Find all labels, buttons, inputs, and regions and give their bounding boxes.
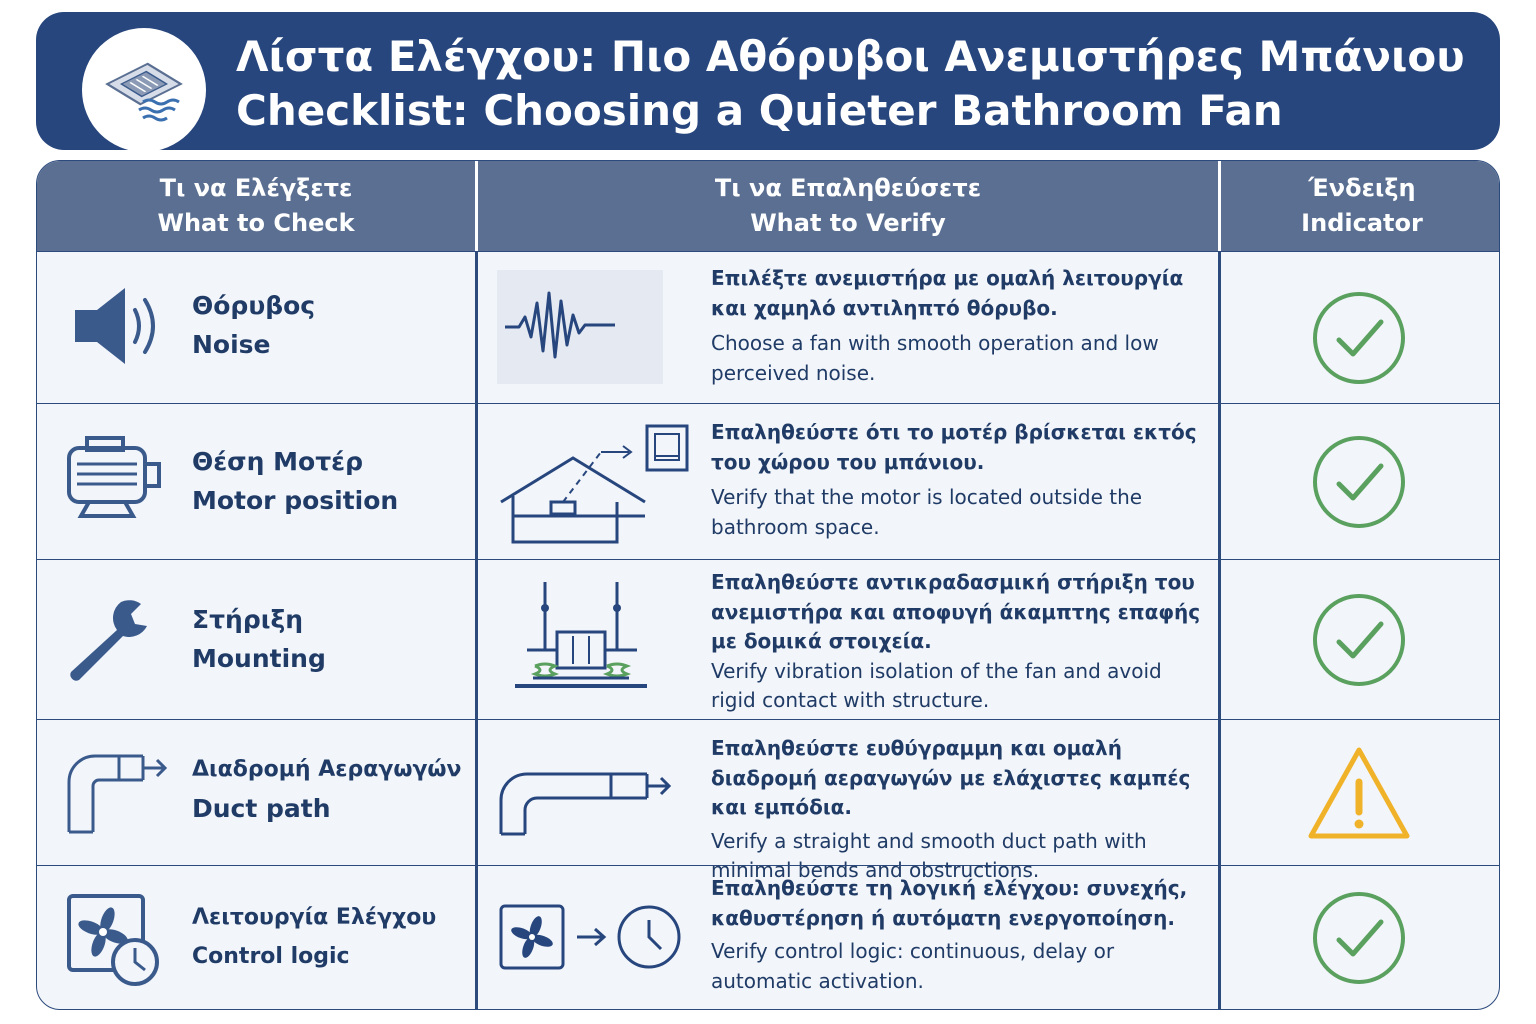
checklist-table bbox=[36, 160, 1500, 1010]
motor-icon bbox=[63, 434, 167, 524]
row-description: Επιλέξτε ανεμιστήρα με ομαλή λειτουργία και χαμηλό αντιληπτό θόρυβο. Choose a fan with smooth operation and low perceived noise. bbox=[711, 266, 1184, 385]
table-row bbox=[37, 865, 1500, 1010]
warning-icon bbox=[1299, 732, 1419, 852]
title-greek: Λίστα Ελέγχου: Πιο Αθόρυβοι Ανεμιστήρες Μπάνιου bbox=[236, 32, 1465, 81]
row-label: Θέση Μοτέρ Motor position bbox=[192, 447, 399, 515]
straight-duct-icon bbox=[497, 762, 677, 836]
row-label: Θόρυβος Noise bbox=[192, 291, 316, 359]
table-row bbox=[37, 559, 1500, 719]
vibration-mount-icon bbox=[497, 578, 697, 702]
row-description: Επαληθεύστε τη λογική ελέγχου: συνεχής, καθυστέρηση ή αυτόματη ενεργοποίηση. Verify control logic: continuous, delay or automatic activation. bbox=[711, 876, 1188, 993]
logo bbox=[82, 28, 206, 152]
check-circle-icon bbox=[1299, 278, 1419, 398]
wrench-icon bbox=[63, 592, 163, 682]
duct-elbow-icon bbox=[63, 750, 173, 834]
table-row bbox=[37, 251, 1500, 403]
title-english: Checklist: Choosing a Quieter Bathroom Fan bbox=[236, 86, 1283, 135]
title-banner bbox=[36, 12, 1500, 150]
table-row bbox=[37, 719, 1500, 882]
fan-to-clock-icon bbox=[497, 900, 687, 980]
speaker-icon bbox=[63, 286, 163, 366]
table-row bbox=[37, 403, 1500, 559]
check-circle-icon bbox=[1299, 878, 1419, 998]
header-divider bbox=[1218, 161, 1221, 251]
column-header-verify: Τι να Επαληθεύσετε What to Verify bbox=[478, 161, 1218, 251]
row-label: Λειτουργία Ελέγχου Control logic bbox=[192, 905, 437, 969]
check-circle-icon bbox=[1299, 422, 1419, 542]
row-description: Επαληθεύστε ότι το μοτέρ βρίσκεται εκτός του χώρου του μπάνιου. Verify that the motor is located outside the bathroom space. bbox=[711, 420, 1197, 539]
sound-wave-icon bbox=[497, 270, 663, 384]
row-label: Στήριξη Mounting bbox=[192, 605, 326, 673]
header-divider bbox=[475, 161, 478, 251]
check-circle-icon bbox=[1299, 580, 1419, 700]
column-header-check: Τι να Ελέγξετε What to Check bbox=[37, 161, 475, 251]
fan-timer-icon bbox=[63, 892, 163, 988]
row-label: Διαδρομή Αεραγωγών Duct path bbox=[192, 757, 462, 823]
column-header-indicator: Ένδειξη Indicator bbox=[1221, 161, 1500, 251]
page-title bbox=[236, 30, 1465, 138]
row-description: Επαληθεύστε αντικραδασμική στήριξη του ανεμιστήρα και αποφυγή άκαμπτης επαφής με δομικά στοιχεία. Verify vibration isolation of the fan and avoid rigid contact with structure. bbox=[711, 570, 1201, 712]
ceiling-fan-vent-icon bbox=[99, 50, 189, 130]
house-remote-motor-icon bbox=[497, 420, 717, 546]
row-description: Επαληθεύστε ευθύγραμμη και ομαλή διαδρομή αεραγωγών με ελάχιστες καμπές και εμπόδια. Verify a straight and smooth duct path with minimal bends and obstructions. bbox=[711, 736, 1191, 882]
